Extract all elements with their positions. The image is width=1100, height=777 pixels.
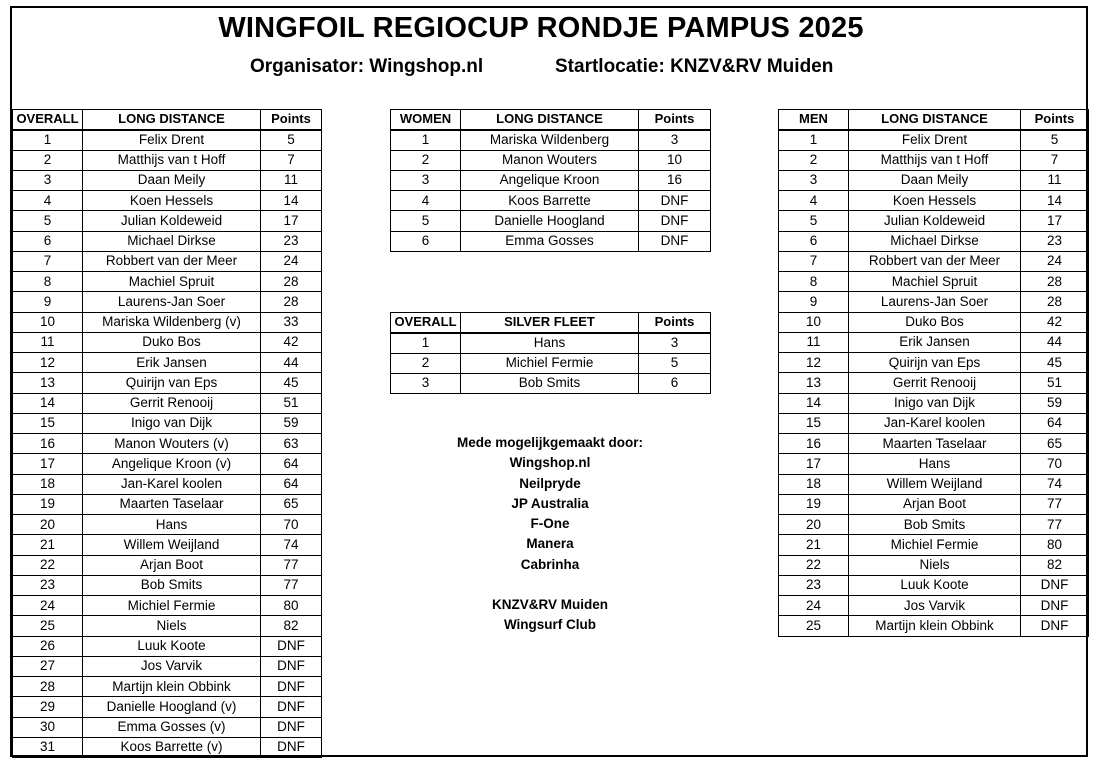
- name-cell: Felix Drent: [83, 130, 261, 150]
- rank-cell: 3: [391, 170, 461, 190]
- rank-cell: 5: [779, 211, 849, 231]
- name-cell: Arjan Boot: [83, 555, 261, 575]
- rank-cell: 6: [779, 231, 849, 251]
- table-row: [779, 191, 1089, 211]
- rank-cell: 31: [13, 737, 83, 757]
- rank-cell: 2: [391, 150, 461, 170]
- rank-cell: 1: [13, 130, 83, 150]
- points-cell: DNF: [261, 656, 322, 676]
- points-cell: 45: [261, 373, 322, 393]
- name-cell: Niels: [849, 555, 1021, 575]
- table-row: [391, 130, 711, 150]
- name-cell: Arjan Boot: [849, 494, 1021, 514]
- points-cell: 5: [1021, 130, 1089, 150]
- table-row: [391, 191, 711, 211]
- points-cell: 14: [261, 191, 322, 211]
- rank-cell: 18: [13, 474, 83, 494]
- name-cell: Jan-Karel koolen: [83, 474, 261, 494]
- rank-cell: 25: [13, 616, 83, 636]
- name-cell: Michiel Fermie: [461, 353, 639, 373]
- column-header: Points: [261, 110, 322, 130]
- overall-results-table: [12, 109, 322, 758]
- points-cell: 51: [1021, 373, 1089, 393]
- table-row: [779, 575, 1089, 595]
- table-row: [13, 454, 322, 474]
- rank-cell: 16: [13, 434, 83, 454]
- table-row: [779, 353, 1089, 373]
- points-cell: 59: [261, 413, 322, 433]
- column-header: Points: [639, 313, 711, 333]
- rank-cell: 21: [13, 535, 83, 555]
- name-cell: Jos Varvik: [849, 596, 1021, 616]
- sponsor-item: JP Australia: [511, 495, 589, 511]
- name-cell: Felix Drent: [849, 130, 1021, 150]
- rank-cell: 6: [391, 231, 461, 251]
- table-row: [13, 737, 322, 757]
- table-row: [13, 312, 322, 332]
- name-cell: Martijn klein Obbink: [849, 616, 1021, 636]
- points-cell: 7: [261, 150, 322, 170]
- table-row: [391, 211, 711, 231]
- column-header: MEN: [779, 110, 849, 130]
- points-cell: 59: [1021, 393, 1089, 413]
- points-cell: 42: [261, 332, 322, 352]
- table-row: [779, 474, 1089, 494]
- name-cell: Maarten Taselaar: [83, 494, 261, 514]
- points-cell: 70: [1021, 454, 1089, 474]
- rank-cell: 18: [779, 474, 849, 494]
- points-cell: 28: [261, 292, 322, 312]
- table-row: [779, 494, 1089, 514]
- column-header: SILVER FLEET: [461, 313, 639, 333]
- name-cell: Michiel Fermie: [83, 596, 261, 616]
- name-cell: Mariska Wildenberg: [461, 130, 639, 150]
- name-cell: Maarten Taselaar: [849, 434, 1021, 454]
- rank-cell: 13: [13, 373, 83, 393]
- table-row: [13, 515, 322, 535]
- table-row: [13, 494, 322, 514]
- points-cell: 23: [261, 231, 322, 251]
- name-cell: Laurens-Jan Soer: [849, 292, 1021, 312]
- name-cell: Hans: [461, 333, 639, 353]
- points-cell: DNF: [261, 636, 322, 656]
- name-cell: Bob Smits: [83, 575, 261, 595]
- name-cell: Inigo van Dijk: [83, 413, 261, 433]
- table-row: [779, 211, 1089, 231]
- name-cell: Daan Meily: [83, 170, 261, 190]
- name-cell: Michiel Fermie: [849, 535, 1021, 555]
- table-row: [779, 312, 1089, 332]
- rank-cell: 30: [13, 717, 83, 737]
- rank-cell: 28: [13, 677, 83, 697]
- rank-cell: 9: [779, 292, 849, 312]
- column-header: OVERALL: [13, 110, 83, 130]
- points-cell: 33: [261, 312, 322, 332]
- rank-cell: 1: [391, 130, 461, 150]
- sponsor-item: Neilpryde: [519, 475, 581, 491]
- rank-cell: 23: [779, 575, 849, 595]
- name-cell: Emma Gosses (v): [83, 717, 261, 737]
- rank-cell: 17: [13, 454, 83, 474]
- table-row: [13, 272, 322, 292]
- name-cell: Matthijs van t Hoff: [849, 150, 1021, 170]
- name-cell: Martijn klein Obbink: [83, 677, 261, 697]
- name-cell: Bob Smits: [461, 373, 639, 393]
- rank-cell: 14: [779, 393, 849, 413]
- table-row: [779, 251, 1089, 271]
- table-row: [779, 454, 1089, 474]
- name-cell: Gerrit Renooij: [849, 373, 1021, 393]
- table-row: [391, 333, 711, 353]
- men-results-table: [778, 109, 1089, 637]
- points-cell: 77: [1021, 494, 1089, 514]
- rank-cell: 26: [13, 636, 83, 656]
- points-cell: 24: [261, 251, 322, 271]
- points-cell: 14: [1021, 191, 1089, 211]
- table-row: [779, 555, 1089, 575]
- table-row: [779, 393, 1089, 413]
- table-row: [779, 373, 1089, 393]
- rank-cell: 3: [779, 170, 849, 190]
- table-row: [13, 677, 322, 697]
- name-cell: Hans: [83, 515, 261, 535]
- name-cell: Luuk Koote: [83, 636, 261, 656]
- table-row: [13, 353, 322, 373]
- points-cell: DNF: [261, 677, 322, 697]
- name-cell: Angelique Kroon (v): [83, 454, 261, 474]
- table-row: [779, 413, 1089, 433]
- rank-cell: 4: [391, 191, 461, 211]
- column-header: WOMEN: [391, 110, 461, 130]
- rank-cell: 19: [13, 494, 83, 514]
- rank-cell: 20: [779, 515, 849, 535]
- sponsors-heading: Mede mogelijkgemaakt door:: [456, 435, 644, 450]
- venue-item: Wingsurf Club: [503, 617, 597, 633]
- table-row: [779, 535, 1089, 555]
- rank-cell: 2: [13, 150, 83, 170]
- rank-cell: 23: [13, 575, 83, 595]
- women-results-table: [390, 109, 711, 252]
- name-cell: Angelique Kroon: [461, 170, 639, 190]
- points-cell: 74: [261, 535, 322, 555]
- points-cell: 65: [261, 494, 322, 514]
- points-cell: 45: [1021, 353, 1089, 373]
- table-row: [13, 474, 322, 494]
- name-cell: Laurens-Jan Soer: [83, 292, 261, 312]
- name-cell: Erik Jansen: [849, 332, 1021, 352]
- sponsor-item: F-One: [530, 516, 570, 531]
- points-cell: 11: [1021, 170, 1089, 190]
- table-row: [13, 292, 322, 312]
- name-cell: Willem Weijland: [849, 474, 1021, 494]
- rank-cell: 13: [779, 373, 849, 393]
- points-cell: DNF: [639, 211, 711, 231]
- name-cell: Quirijn van Eps: [83, 373, 261, 393]
- points-cell: 17: [1021, 211, 1089, 231]
- points-cell: 74: [1021, 474, 1089, 494]
- table-row: [13, 413, 322, 433]
- table-row: [13, 596, 322, 616]
- name-cell: Koos Barrette: [461, 191, 639, 211]
- rank-cell: 3: [391, 373, 461, 393]
- table-row: [779, 272, 1089, 292]
- points-cell: 82: [261, 616, 322, 636]
- table-row: [13, 130, 322, 150]
- name-cell: Manon Wouters: [461, 150, 639, 170]
- rank-cell: 3: [13, 170, 83, 190]
- table-row: [391, 231, 711, 251]
- table-row: [779, 231, 1089, 251]
- rank-cell: 24: [779, 596, 849, 616]
- points-cell: 77: [1021, 515, 1089, 535]
- table-row: [779, 150, 1089, 170]
- rank-cell: 4: [13, 191, 83, 211]
- table-row: [779, 616, 1089, 636]
- rank-cell: 22: [13, 555, 83, 575]
- table-row: [779, 515, 1089, 535]
- name-cell: Julian Koldeweid: [849, 211, 1021, 231]
- table-row: [13, 616, 322, 636]
- table-row: [13, 211, 322, 231]
- column-header: OVERALL: [391, 313, 461, 333]
- name-cell: Emma Gosses: [461, 231, 639, 251]
- table-header-row: [391, 110, 711, 130]
- points-cell: 70: [261, 515, 322, 535]
- rank-cell: 4: [779, 191, 849, 211]
- name-cell: Erik Jansen: [83, 353, 261, 373]
- name-cell: Quirijn van Eps: [849, 353, 1021, 373]
- rank-cell: 2: [391, 353, 461, 373]
- name-cell: Jos Varvik: [83, 656, 261, 676]
- sponsor-item: Wingshop.nl: [509, 455, 591, 471]
- rank-cell: 6: [13, 231, 83, 251]
- rank-cell: 15: [13, 413, 83, 433]
- points-cell: 64: [261, 454, 322, 474]
- column-header: LONG DISTANCE: [849, 110, 1021, 130]
- table-row: [13, 575, 322, 595]
- name-cell: Michael Dirkse: [849, 231, 1021, 251]
- table-row: [779, 292, 1089, 312]
- points-cell: DNF: [1021, 616, 1089, 636]
- table-row: [13, 332, 322, 352]
- sponsors-block: [400, 433, 700, 636]
- name-cell: Koos Barrette (v): [83, 737, 261, 757]
- sponsor-item: Cabrinha: [520, 556, 580, 572]
- points-cell: DNF: [261, 737, 322, 757]
- rank-cell: 12: [779, 353, 849, 373]
- rank-cell: 10: [13, 312, 83, 332]
- sponsor-item: Manera: [526, 536, 574, 552]
- rank-cell: 12: [13, 353, 83, 373]
- points-cell: DNF: [1021, 575, 1089, 595]
- rank-cell: 21: [779, 535, 849, 555]
- rank-cell: 1: [391, 333, 461, 353]
- name-cell: Jan-Karel koolen: [849, 413, 1021, 433]
- table-row: [13, 251, 322, 271]
- points-cell: 5: [261, 130, 322, 150]
- table-row: [13, 434, 322, 454]
- name-cell: Danielle Hoogland (v): [83, 697, 261, 717]
- points-cell: 51: [261, 393, 322, 413]
- name-cell: Niels: [83, 616, 261, 636]
- rank-cell: 5: [13, 211, 83, 231]
- start-location-label: Startlocatie: KNZV&RV Muiden: [555, 56, 834, 77]
- points-cell: 17: [261, 211, 322, 231]
- name-cell: Mariska Wildenberg (v): [83, 312, 261, 332]
- rank-cell: 29: [13, 697, 83, 717]
- points-cell: 7: [1021, 150, 1089, 170]
- points-cell: 16: [639, 170, 711, 190]
- rank-cell: 5: [391, 211, 461, 231]
- points-cell: 64: [261, 474, 322, 494]
- name-cell: Hans: [849, 454, 1021, 474]
- name-cell: Duko Bos: [83, 332, 261, 352]
- name-cell: Robbert van der Meer: [83, 251, 261, 271]
- column-header: Points: [639, 110, 711, 130]
- points-cell: DNF: [639, 231, 711, 251]
- table-row: [13, 636, 322, 656]
- rank-cell: 8: [779, 272, 849, 292]
- rank-cell: 2: [779, 150, 849, 170]
- points-cell: 10: [639, 150, 711, 170]
- rank-cell: 25: [779, 616, 849, 636]
- rank-cell: 27: [13, 656, 83, 676]
- table-row: [13, 535, 322, 555]
- name-cell: Luuk Koote: [849, 575, 1021, 595]
- name-cell: Gerrit Renooij: [83, 393, 261, 413]
- table-row: [391, 353, 711, 373]
- points-cell: 6: [639, 373, 711, 393]
- points-cell: 44: [1021, 332, 1089, 352]
- rank-cell: 20: [13, 515, 83, 535]
- points-cell: 80: [261, 596, 322, 616]
- table-header-row: [391, 313, 711, 333]
- name-cell: Koen Hessels: [849, 191, 1021, 211]
- table-row: [779, 130, 1089, 150]
- points-cell: 77: [261, 555, 322, 575]
- rank-cell: 17: [779, 454, 849, 474]
- points-cell: 42: [1021, 312, 1089, 332]
- column-header: Points: [1021, 110, 1089, 130]
- name-cell: Machiel Spruit: [849, 272, 1021, 292]
- points-cell: 63: [261, 434, 322, 454]
- rank-cell: 11: [779, 332, 849, 352]
- points-cell: 65: [1021, 434, 1089, 454]
- name-cell: Machiel Spruit: [83, 272, 261, 292]
- rank-cell: 9: [13, 292, 83, 312]
- table-row: [391, 150, 711, 170]
- points-cell: 80: [1021, 535, 1089, 555]
- table-header-row: [13, 110, 322, 130]
- name-cell: Danielle Hoogland: [461, 211, 639, 231]
- points-cell: 23: [1021, 231, 1089, 251]
- points-cell: 28: [261, 272, 322, 292]
- table-row: [13, 555, 322, 575]
- points-cell: 28: [1021, 272, 1089, 292]
- rank-cell: 24: [13, 596, 83, 616]
- column-header: LONG DISTANCE: [83, 110, 261, 130]
- table-row: [779, 434, 1089, 454]
- venue-item: KNZV&RV Muiden: [491, 597, 608, 612]
- points-cell: 64: [1021, 413, 1089, 433]
- rank-cell: 15: [779, 413, 849, 433]
- points-cell: 44: [261, 353, 322, 373]
- table-row: [13, 717, 322, 737]
- table-row: [13, 150, 322, 170]
- table-row: [13, 373, 322, 393]
- points-cell: DNF: [261, 697, 322, 717]
- points-cell: DNF: [1021, 596, 1089, 616]
- rank-cell: 22: [779, 555, 849, 575]
- points-cell: DNF: [261, 717, 322, 737]
- rank-cell: 14: [13, 393, 83, 413]
- sponsor-spacer: [400, 575, 700, 595]
- name-cell: Daan Meily: [849, 170, 1021, 190]
- points-cell: 77: [261, 575, 322, 595]
- points-cell: 5: [639, 353, 711, 373]
- name-cell: Robbert van der Meer: [849, 251, 1021, 271]
- table-row: [779, 332, 1089, 352]
- rank-cell: 1: [779, 130, 849, 150]
- name-cell: Julian Koldeweid: [83, 211, 261, 231]
- name-cell: Inigo van Dijk: [849, 393, 1021, 413]
- points-cell: DNF: [639, 191, 711, 211]
- column-header: LONG DISTANCE: [461, 110, 639, 130]
- points-cell: 3: [639, 130, 711, 150]
- table-row: [391, 373, 711, 393]
- table-row: [13, 191, 322, 211]
- table-row: [391, 170, 711, 190]
- name-cell: Bob Smits: [849, 515, 1021, 535]
- rank-cell: 11: [13, 332, 83, 352]
- organizer-label: Organisator: Wingshop.nl: [250, 56, 484, 77]
- points-cell: 11: [261, 170, 322, 190]
- rank-cell: 8: [13, 272, 83, 292]
- name-cell: Matthijs van t Hoff: [83, 150, 261, 170]
- rank-cell: 7: [779, 251, 849, 271]
- table-row: [13, 393, 322, 413]
- name-cell: Duko Bos: [849, 312, 1021, 332]
- name-cell: Koen Hessels: [83, 191, 261, 211]
- rank-cell: 10: [779, 312, 849, 332]
- table-row: [13, 170, 322, 190]
- name-cell: Willem Weijland: [83, 535, 261, 555]
- table-row: [13, 656, 322, 676]
- silver-fleet-results-table: [390, 312, 711, 394]
- points-cell: 82: [1021, 555, 1089, 575]
- points-cell: 3: [639, 333, 711, 353]
- rank-cell: 16: [779, 434, 849, 454]
- table-row: [13, 697, 322, 717]
- name-cell: Michael Dirkse: [83, 231, 261, 251]
- rank-cell: 7: [13, 251, 83, 271]
- table-row: [779, 596, 1089, 616]
- points-cell: 28: [1021, 292, 1089, 312]
- table-row: [779, 170, 1089, 190]
- name-cell: Manon Wouters (v): [83, 434, 261, 454]
- rank-cell: 19: [779, 494, 849, 514]
- points-cell: 24: [1021, 251, 1089, 271]
- page-title: WINGFOIL REGIOCUP RONDJE PAMPUS 2025: [218, 12, 864, 44]
- table-header-row: [779, 110, 1089, 130]
- table-row: [13, 231, 322, 251]
